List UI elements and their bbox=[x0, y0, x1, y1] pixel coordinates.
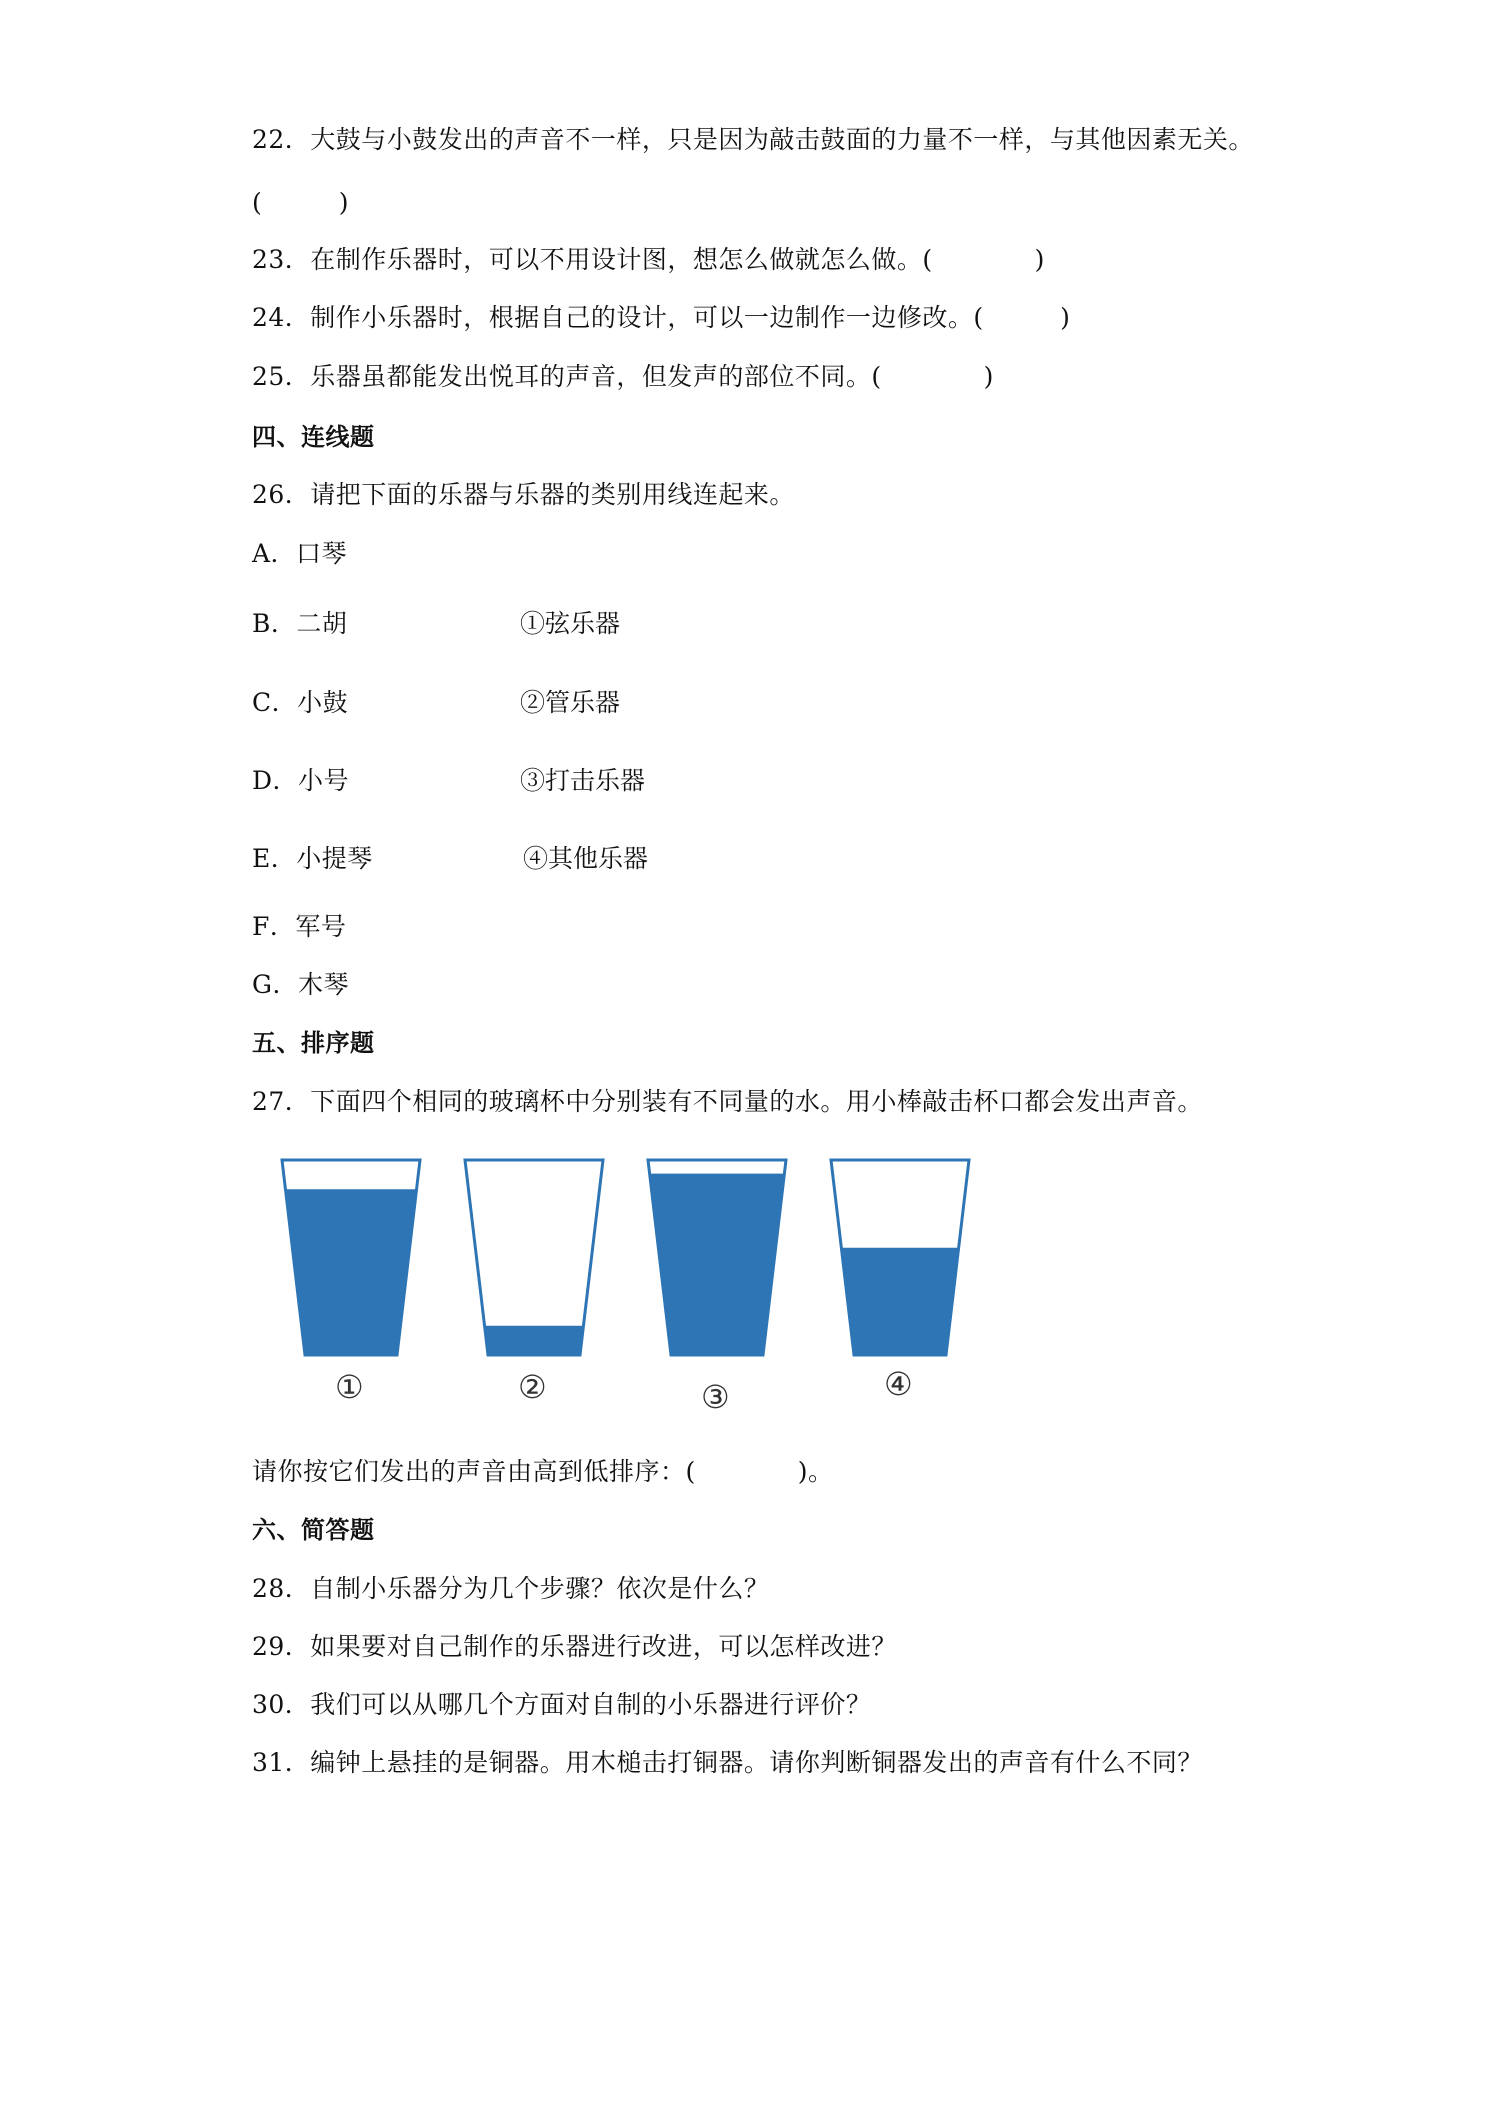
instrument-item: G．木琴 bbox=[252, 970, 349, 999]
question-30: 30．我们可以从哪几个方面对自制的小乐器进行评价？ bbox=[252, 1690, 872, 1719]
cup-label: ③ bbox=[701, 1378, 730, 1416]
section-heading-ordering: 五、排序题 bbox=[252, 1029, 375, 1057]
question-22-answer-blank: ( ) bbox=[252, 188, 350, 217]
instrument-item: D．小号 bbox=[252, 766, 350, 795]
section-heading-short-answer: 六、简答题 bbox=[252, 1516, 375, 1544]
category-item: ④其他乐器 bbox=[523, 844, 649, 873]
cup-water bbox=[841, 1248, 958, 1355]
instrument-item: A．口琴 bbox=[252, 539, 348, 568]
ordering-prompt: 请你按它们发出的声音由高到低排序：( )。 bbox=[252, 1457, 834, 1486]
cup-label: ④ bbox=[884, 1365, 913, 1403]
instrument-item: F．军号 bbox=[252, 912, 347, 941]
question-22-line1: 22．大鼓与小鼓发出的声音不一样，只是因为敲击鼓面的力量不一样，与其他因素无关。 bbox=[252, 125, 1254, 154]
question-24: 24．制作小乐器时，根据自己的设计，可以一边制作一边修改。( ) bbox=[252, 303, 1071, 332]
section-heading-matching: 四、连线题 bbox=[252, 423, 375, 451]
glass-cups-svg bbox=[270, 1150, 1010, 1440]
question-23: 23．在制作乐器时，可以不用设计图，想怎么做就怎么做。( ) bbox=[252, 245, 1045, 274]
cup-water bbox=[485, 1326, 584, 1355]
question-25: 25．乐器虽都能发出悦耳的声音，但发声的部位不同。( ) bbox=[252, 362, 994, 391]
category-item: ③打击乐器 bbox=[520, 766, 646, 795]
question-27: 27．下面四个相同的玻璃杯中分别装有不同量的水。用小棒敲击杯口都会发出声音。 bbox=[252, 1087, 1203, 1116]
category-item: ①弦乐器 bbox=[520, 609, 621, 638]
question-29: 29．如果要对自己制作的乐器进行改进，可以怎样改进？ bbox=[252, 1632, 897, 1661]
glass-cups-figure bbox=[270, 1150, 1010, 1440]
question-31: 31．编钟上悬挂的是铜器。用木槌击打铜器。请你判断铜器发出的声音有什么不同？ bbox=[252, 1748, 1203, 1777]
question-26: 26．请把下面的乐器与乐器的类别用线连起来。 bbox=[252, 480, 795, 509]
question-28: 28．自制小乐器分为几个步骤？依次是什么？ bbox=[252, 1574, 770, 1603]
cup-label: ② bbox=[518, 1368, 547, 1406]
cup-water bbox=[650, 1174, 785, 1355]
cup-water bbox=[285, 1189, 416, 1355]
cup-label: ① bbox=[335, 1368, 364, 1406]
instrument-item: B．二胡 bbox=[252, 609, 348, 638]
instrument-item: C．小鼓 bbox=[252, 688, 349, 717]
instrument-item: E．小提琴 bbox=[252, 844, 373, 873]
category-item: ②管乐器 bbox=[520, 688, 621, 717]
